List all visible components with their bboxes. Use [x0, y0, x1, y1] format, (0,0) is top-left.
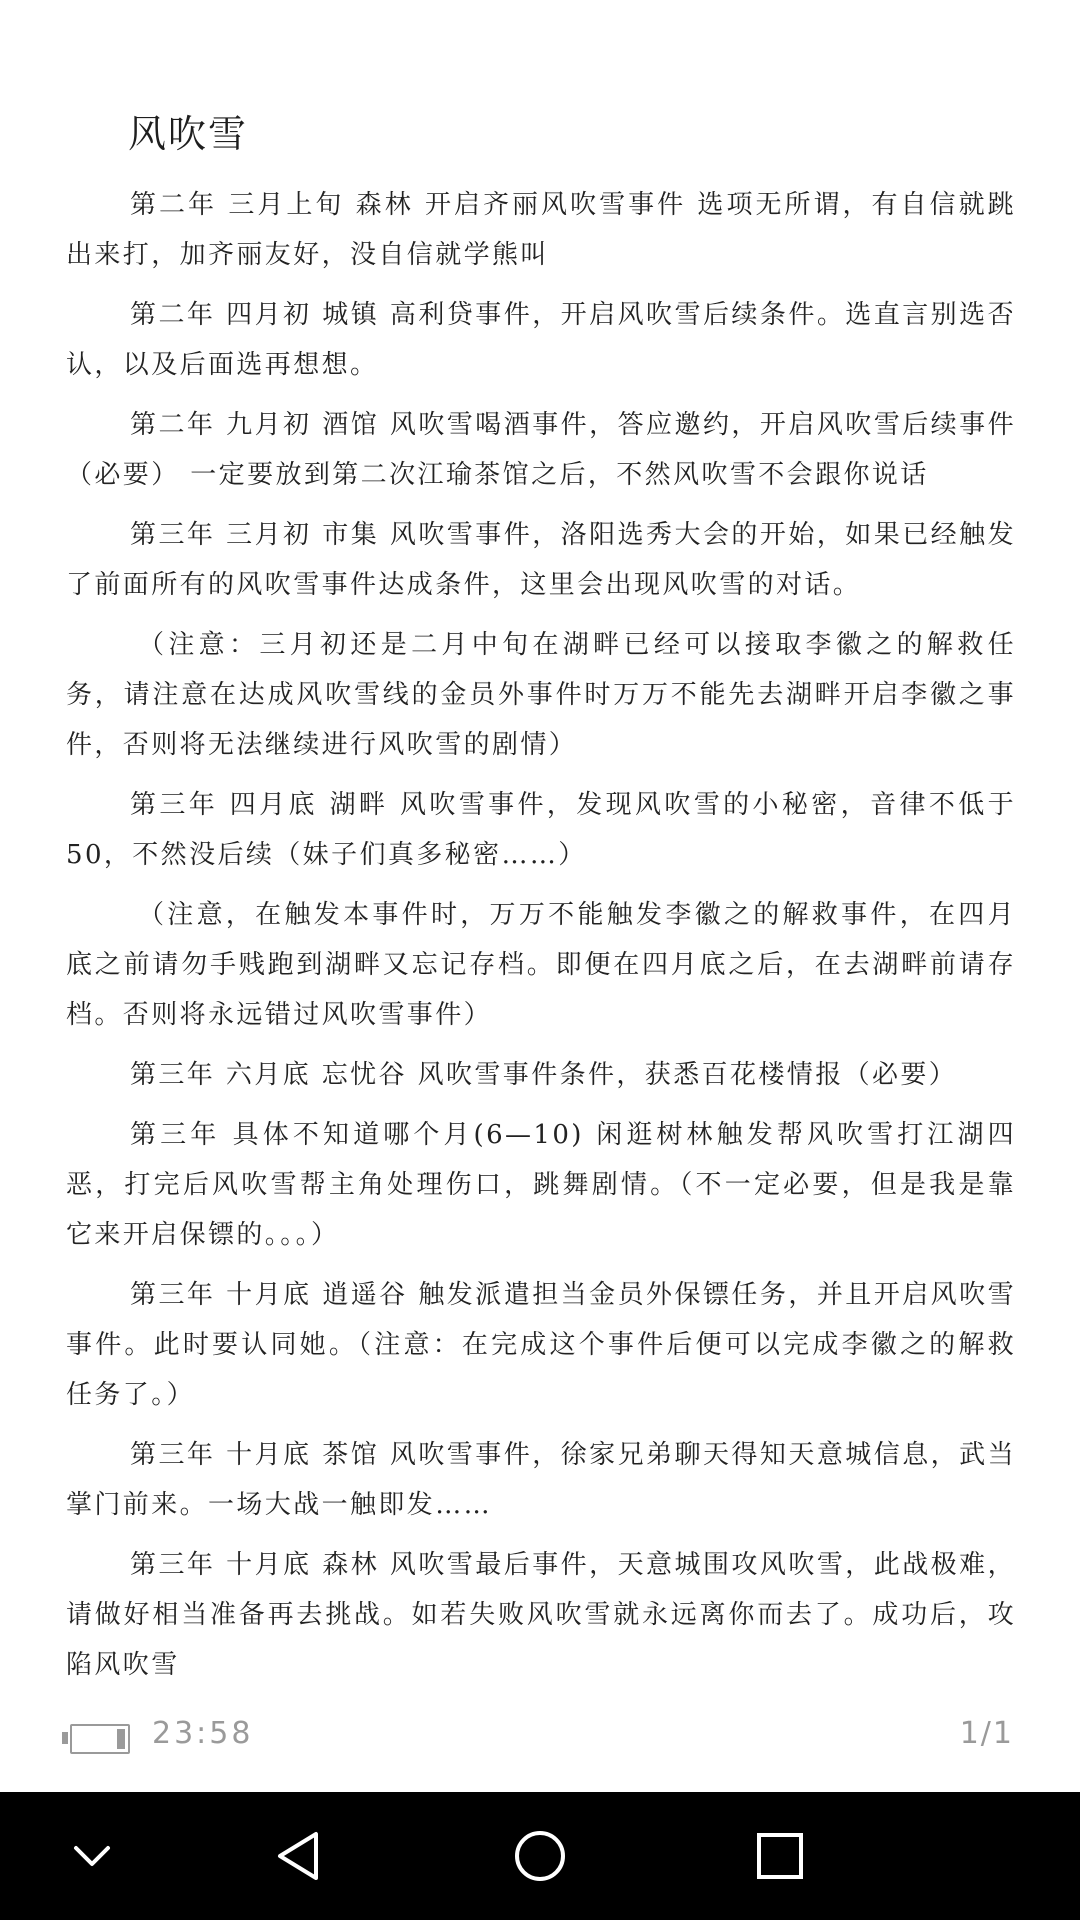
battery-tip	[62, 1732, 68, 1744]
paragraph: 第二年 四月初 城镇 高利贷事件，开启风吹雪后续条件。选直言别选否认，以及后面选再想想。	[66, 300, 1016, 380]
battery-body	[70, 1724, 130, 1754]
recents-square-icon[interactable]	[740, 1816, 820, 1896]
collapse-chevron-icon[interactable]	[52, 1816, 132, 1896]
paragraph: 第三年 十月底 森林 风吹雪最后事件，天意城围攻风吹雪，此战极难，请做好相当准备再去挑战。如若失败风吹雪就永远离你而去了。成功后，攻陷风吹雪	[66, 1550, 1016, 1680]
paragraph: 第三年 十月底 逍遥谷 触发派遣担当金员外保镖任务，并且开启风吹雪事件。此时要认同她。（注意：在完成这个事件后便可以完成李徽之的解救任务了。）	[66, 1280, 1016, 1410]
home-circle-icon[interactable]	[500, 1816, 580, 1896]
battery-fill	[117, 1729, 125, 1749]
paragraph: 第二年 三月上旬 森林 开启齐丽风吹雪事件 选项无所谓，有自信就跳出来打，加齐丽友好，没自信就学熊叫	[66, 190, 1016, 270]
paragraph: （注意：三月初还是二月中旬在湖畔已经可以接取李徽之的解救任务，请注意在达成风吹雪线的金员外事件时万万不能先去湖畔开启李徽之事件，否则将无法继续进行风吹雪的剧情）	[66, 630, 1016, 760]
back-triangle-icon[interactable]	[260, 1816, 340, 1896]
paragraph: 第三年 四月底 湖畔 风吹雪事件，发现风吹雪的小秘密，音律不低于50，不然没后续（妹子们真多秘密……）	[66, 790, 1016, 870]
paragraph: 第三年 十月底 茶馆 风吹雪事件，徐家兄弟聊天得知天意城信息，武当掌门前来。一场大战一触即发……	[66, 1440, 1016, 1520]
paragraph: （注意，在触发本事件时，万万不能触发李徽之的解救事件，在四月底之前请勿手贱跑到湖畔又忘记存档。即便在四月底之后，在去湖畔前请存档。否则将永远错过风吹雪事件）	[66, 900, 1016, 1030]
chapter-title: 风吹雪	[128, 112, 249, 156]
chapter-content	[66, 180, 1016, 1700]
paragraph: 第三年 三月初 市集 风吹雪事件，洛阳选秀大会的开始，如果已经触发了前面所有的风吹雪事件达成条件，这里会出现风吹雪的对话。	[66, 520, 1016, 600]
page-indicator: 1/1	[959, 1716, 1014, 1751]
clock-time: 23:58	[152, 1716, 254, 1751]
reader-status-bar	[0, 1712, 1080, 1768]
paragraph: 第三年 六月底 忘忧谷 风吹雪事件条件，获悉百花楼情报（必要）	[130, 1060, 958, 1090]
paragraph: 第三年 具体不知道哪个月(6—10) 闲逛树林触发帮风吹雪打江湖四恶，打完后风吹雪帮主角处理伤口，跳舞剧情。（不一定必要，但是我是靠它来开启保镖的。。。）	[66, 1120, 1016, 1250]
system-nav-bar	[0, 1792, 1080, 1920]
paragraph: 第二年 九月初 酒馆 风吹雪喝酒事件，答应邀约，开启风吹雪后续事件（必要） 一定要放到第二次江瑜茶馆之后，不然风吹雪不会跟你说话	[66, 410, 1016, 490]
battery-low-icon	[62, 1724, 130, 1754]
